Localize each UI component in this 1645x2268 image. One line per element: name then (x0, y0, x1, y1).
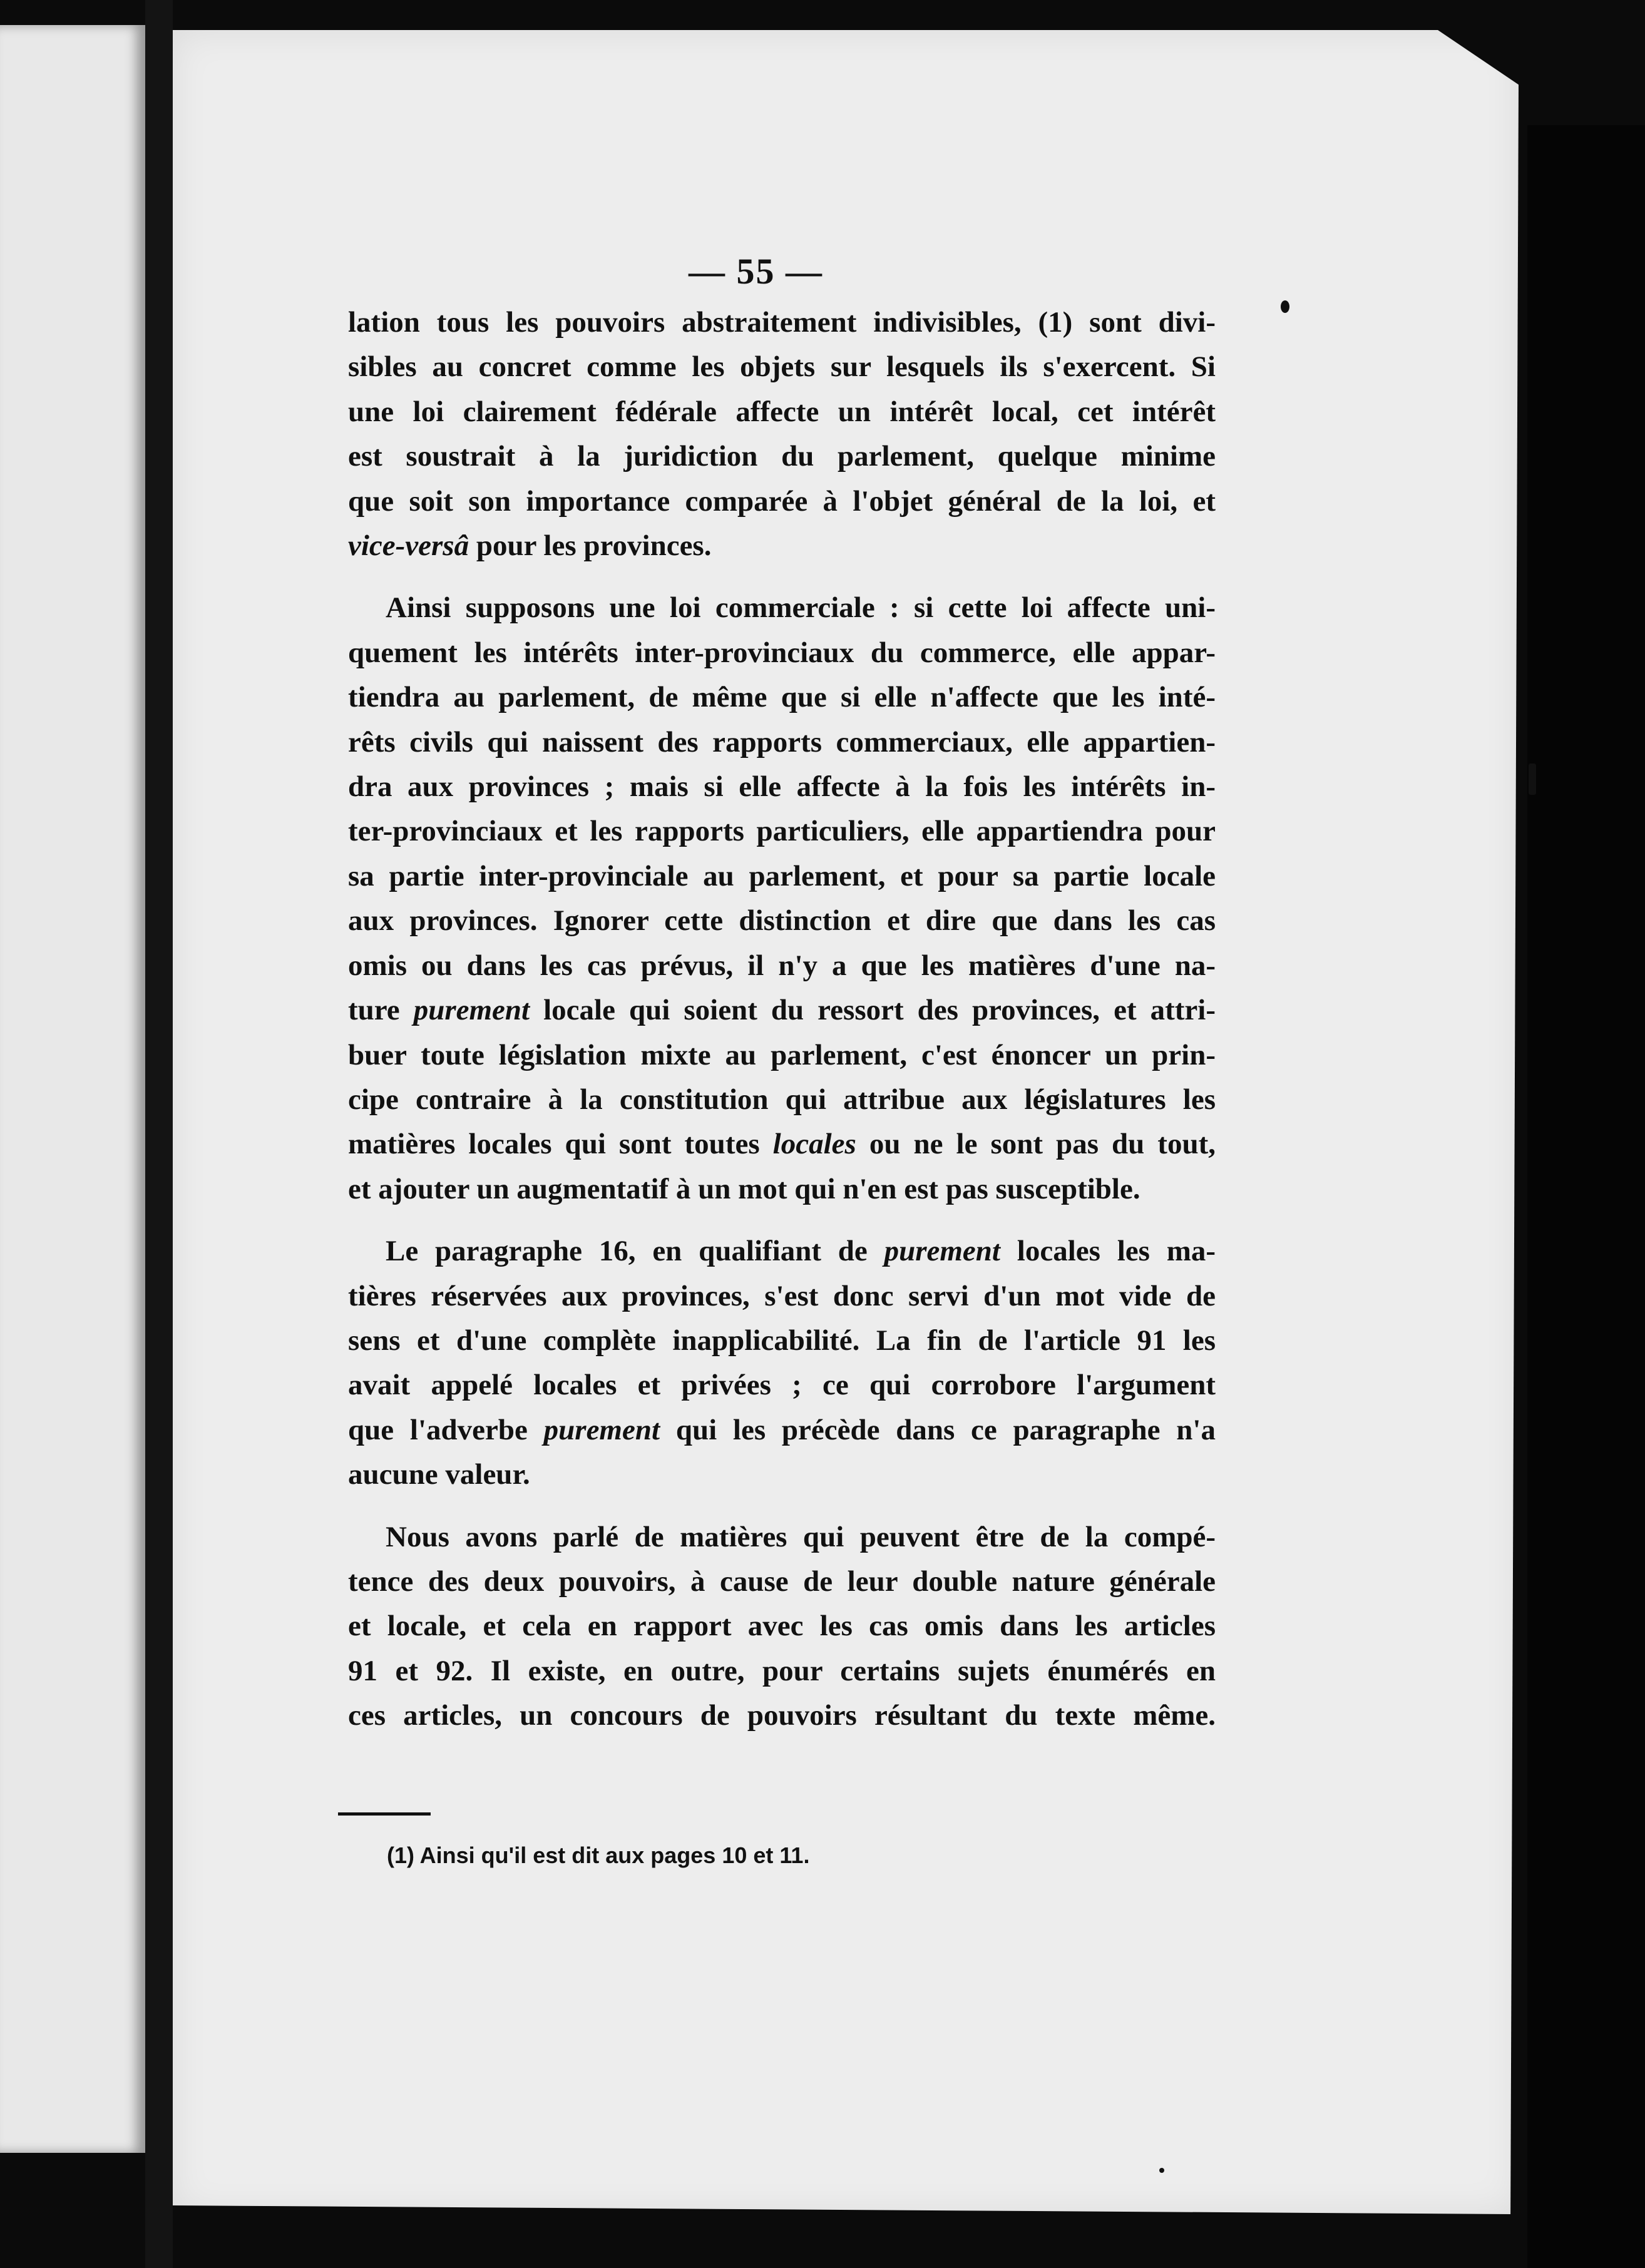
text-line: rêts civils qui naissent des rapports commerciaux, elle appartien- (348, 725, 1216, 759)
text-line: sens et d'une complète inapplicabilité. La fin de l'article 91 les (348, 1324, 1216, 1357)
text-line: ces articles, un concours de pouvoirs résultant du texte même. (348, 1699, 1216, 1732)
paragraph (348, 1515, 1216, 1739)
text-line: tence des deux pouvoirs, à cause de leur double nature générale (348, 1565, 1216, 1598)
paragraph (348, 586, 1216, 1212)
text-line: buer toute législation mixte au parlement, c'est énoncer un prin- (348, 1038, 1216, 1071)
text-line: que l'adverbe purement qui les précède dans ce paragraphe n'a (348, 1413, 1216, 1446)
ink-speck (1281, 300, 1289, 313)
text-line: ture purement locale qui soient du ressort des provinces, et attri- (348, 994, 1216, 1027)
text-line: quement les intérêts inter-provinciaux du commerce, elle appar- (348, 636, 1216, 669)
text-line: aux provinces. Ignorer cette distinction et dire que dans les cas (348, 904, 1216, 937)
page-number: — 55 — (689, 251, 823, 292)
footnote: (1) Ainsi qu'il est dit aux pages 10 et 11. (387, 1842, 810, 1868)
text-line: et locale, et cela en rapport avec les cas omis dans les articles (348, 1610, 1216, 1643)
paragraph (348, 300, 1216, 568)
body-text (348, 300, 1216, 1739)
text-line: matières locales qui sont toutes locales ou ne le sont pas du tout, (348, 1128, 1216, 1161)
text-line: que soit son importance comparée à l'objet général de la loi, et (348, 484, 1216, 518)
right-background (1527, 125, 1645, 2268)
book-spine (145, 0, 173, 2268)
footnote-rule (338, 1812, 431, 1816)
ink-speck (1529, 764, 1536, 795)
text-line: aucune valeur. (348, 1458, 530, 1491)
text-line: ter-provinciaux et les rapports particuliers, elle appartiendra pour (348, 815, 1216, 848)
left-page-edge (0, 25, 145, 2153)
text-line: lation tous les pouvoirs abstraitement indivisibles, (1) sont divi- (348, 306, 1216, 339)
text-line: sa partie inter-provinciale au parlement, et pour sa partie locale (348, 859, 1216, 892)
text-line: Nous avons parlé de matières qui peuvent être de la compé- (386, 1520, 1216, 1553)
text-line: cipe contraire à la constitution qui attribue aux législatures les (348, 1083, 1216, 1116)
ink-speck (1159, 2168, 1164, 2173)
text-line: sibles au concret comme les objets sur lesquels ils s'exercent. Si (348, 350, 1216, 384)
text-line: tiendra au parlement, de même que si elle n'affecte que les inté- (348, 681, 1216, 714)
text-line: omis ou dans les cas prévus, il n'y a que les matières d'une na- (348, 949, 1216, 982)
text-line: dra aux provinces ; mais si elle affecte à la fois les intérêts in- (348, 770, 1216, 804)
text-line: Le paragraphe 16, en qualifiant de purement locales les ma- (386, 1235, 1216, 1268)
text-line: vice-versâ pour les provinces. (348, 529, 712, 563)
text-line: avait appelé locales et privées ; ce qui corrobore l'argument (348, 1369, 1216, 1402)
text-line: tières réservées aux provinces, s'est donc servi d'un mot vide de (348, 1279, 1216, 1312)
text-line: 91 et 92. Il existe, en outre, pour certains sujets énumérés en (348, 1654, 1216, 1687)
text-line: et ajouter un augmentatif à un mot qui n'en est pas susceptible. (348, 1172, 1140, 1205)
text-line: une loi clairement fédérale affecte un intérêt local, cet intérêt (348, 395, 1216, 428)
paragraph (348, 1229, 1216, 1497)
text-line: est soustrait à la juridiction du parlement, quelque minime (348, 440, 1216, 473)
text-line: Ainsi supposons une loi commerciale : si cette loi affecte uni- (386, 591, 1216, 625)
